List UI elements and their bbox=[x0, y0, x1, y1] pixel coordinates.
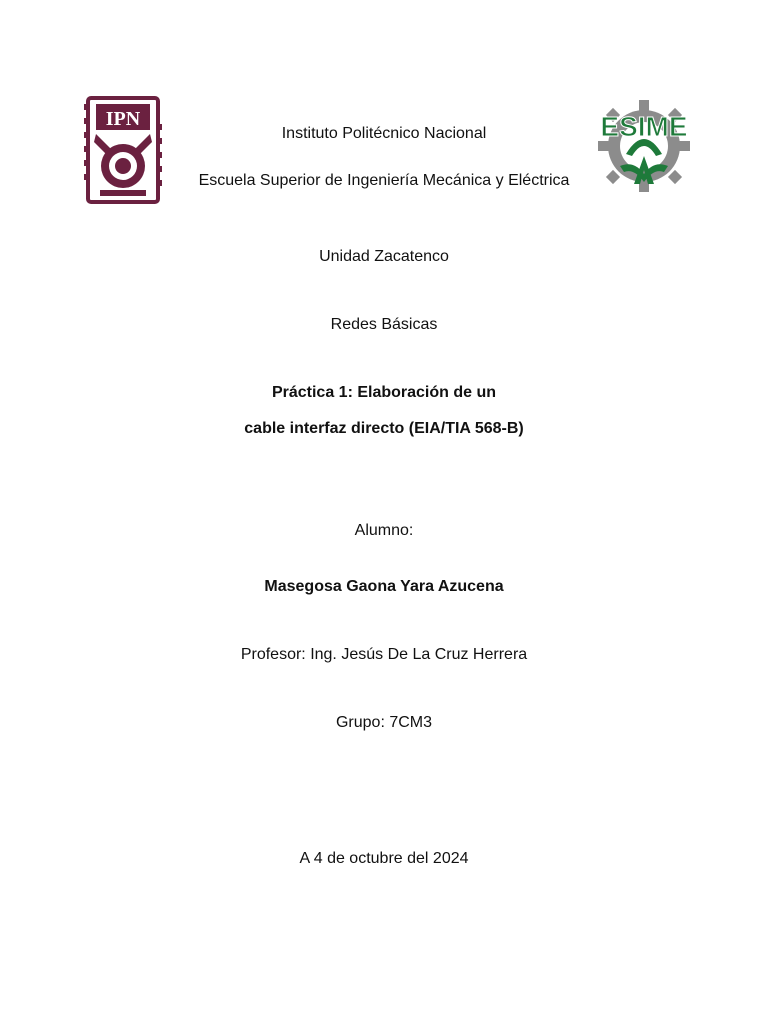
practice-title-line-2: cable interfaz directo (EIA/TIA 568-B) bbox=[244, 420, 524, 437]
institution-name: Instituto Politécnico Nacional bbox=[281, 125, 487, 142]
professor-name: Profesor: Ing. Jesús De La Cruz Herrera bbox=[240, 646, 528, 663]
student-name: Masegosa Gaona Yara Azucena bbox=[264, 578, 504, 595]
school-name: Escuela Superior de Ingeniería Mecánica y Eléctrica bbox=[198, 172, 570, 189]
campus-unit: Unidad Zacatenco bbox=[319, 248, 449, 265]
group-name: Grupo: 7CM3 bbox=[335, 714, 433, 731]
student-label: Alumno: bbox=[354, 522, 414, 539]
esime-logo-icon bbox=[594, 94, 694, 198]
esime-logo-text: ESIME bbox=[600, 111, 688, 142]
document-date: A 4 de octubre del 2024 bbox=[299, 850, 469, 867]
subject-name: Redes Básicas bbox=[330, 316, 438, 333]
practice-title-line-1: Práctica 1: Elaboración de un bbox=[271, 384, 497, 401]
ipn-logo-text: IPN bbox=[105, 108, 141, 130]
